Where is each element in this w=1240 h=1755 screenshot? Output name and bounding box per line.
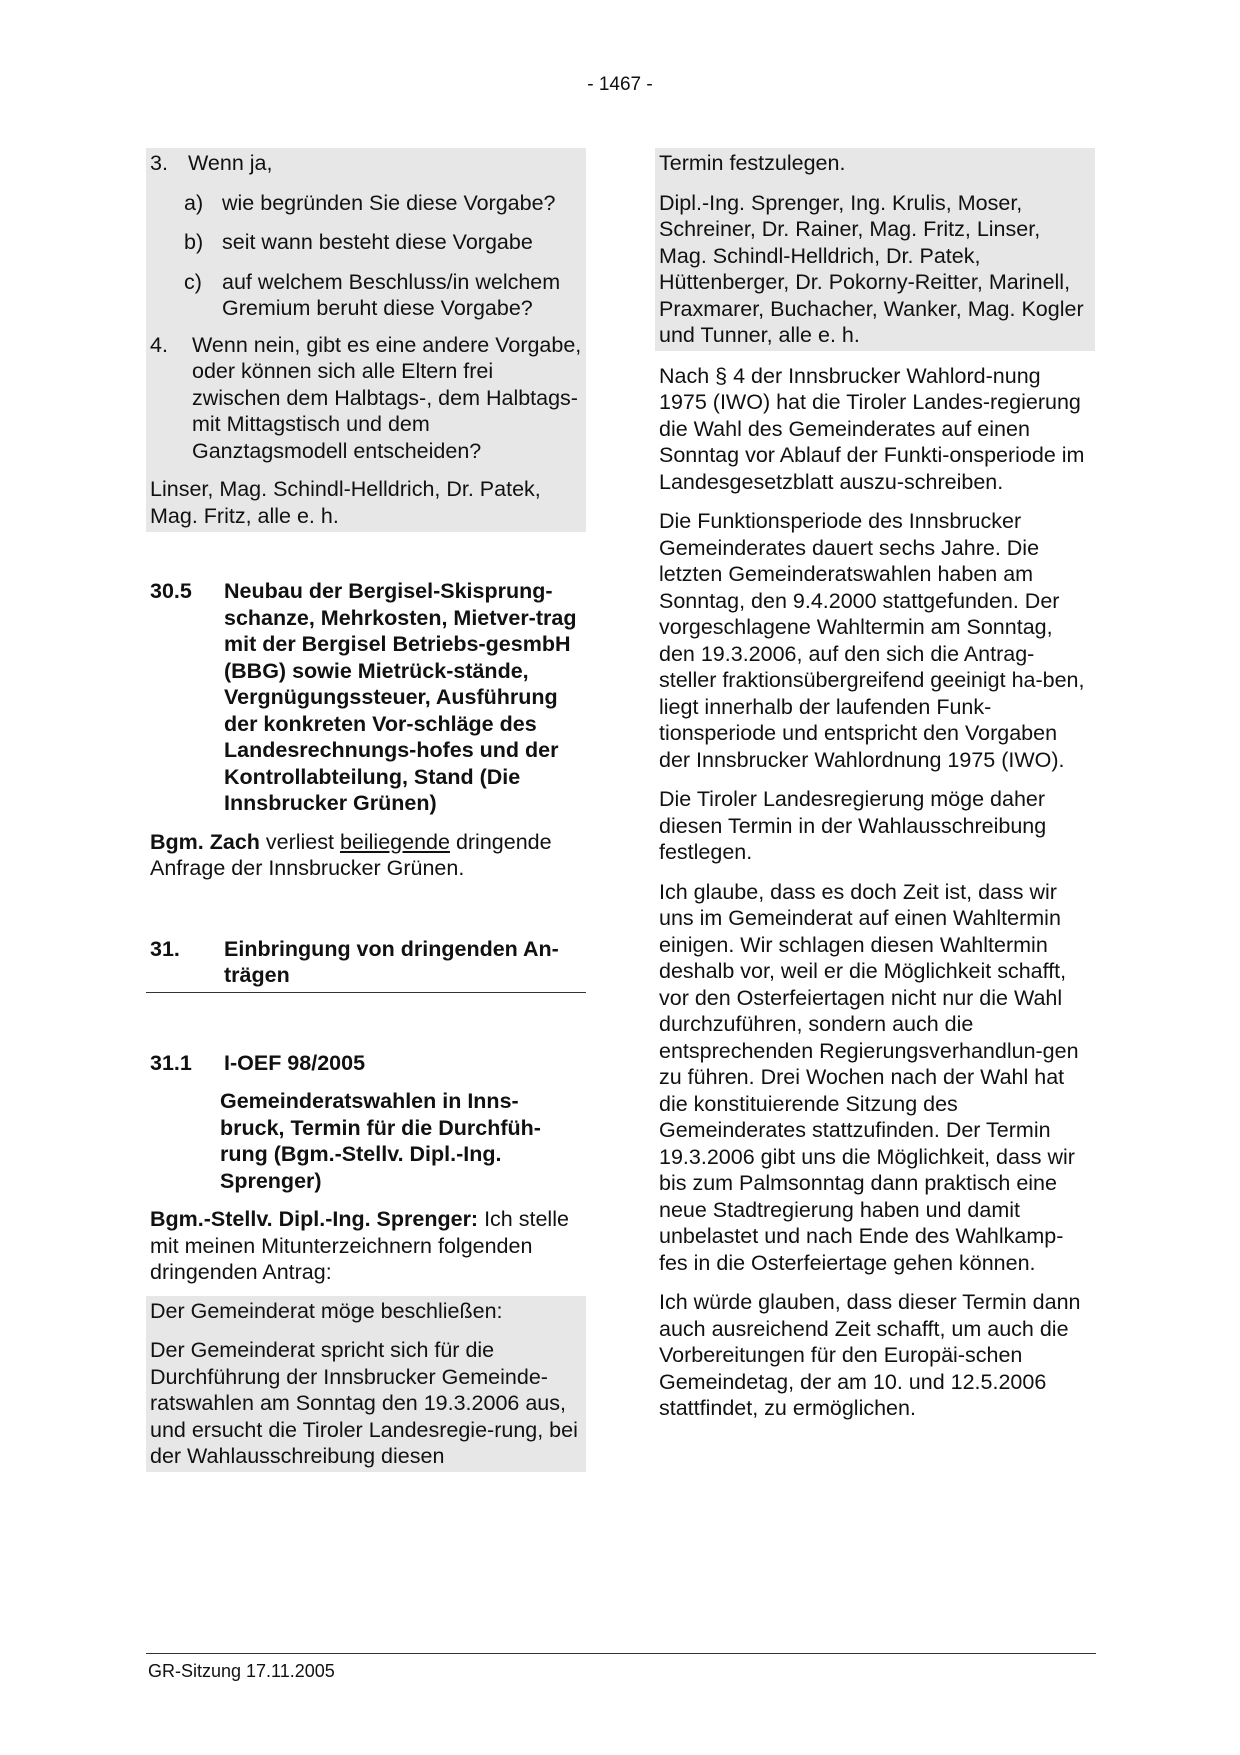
- motion-block: [146, 1296, 586, 1472]
- agenda-number: 31.: [150, 936, 180, 961]
- agenda-item-30-5: [146, 578, 586, 817]
- justification-paragraph: Die Funktionsperiode des Innsbrucker Gemeinderates dauert sechs Jahre. Die letzten Gemeinderatswahlen haben am Sonntag, den 9.4.2000 stattgefunden. Der vorgeschlagene Wahltermin am Sonntag, den 19.3.2006, auf den sich die Antrag-steller fraktionsübergreifend geeinigt ha-ben, liegt innerhalb der laufenden Funk-tionsperiode und entspricht den Vorgaben der Innsbrucker Wahlordnung 1975 (IWO).: [659, 509, 1085, 772]
- speech-paragraph: Ich würde glauben, dass dieser Termin dann auch ausreichend Zeit schafft, um auch die Vorbereitungen für den Europäi-schen Gemeindetag, der am 10. und 12.5.2006 stattfindet, zu ermöglichen.: [659, 1290, 1081, 1420]
- inquiry-questions-block: [146, 148, 586, 532]
- motion-continuation-block: [655, 148, 1095, 351]
- speech-paragraph: Ich glaube, dass es doch Zeit ist, dass wir uns im Gemeinderat auf einen Wahltermin einigen. Wir schlagen diesen Wahltermin deshalb vor, weil er die Möglichkeit schafft, vor den Osterfeiertagen nicht nur die Wahl durchzuführen, sondern auch die entsprechenden Regierungsverhandlun-gen zu führen. Drei Wochen nach der Wahl hat die konstituierende Sitzung des Gemeinderates stattzufinden. Der Termin 19.3.2006 gibt uns die Möglichkeit, dass wir bis zum Palmsonntag dann praktisch eine neue Stadtregierung haben und damit unbelastet und nach Ende des Wahlkamp-fes in die Osterfeiertage gehen können.: [659, 879, 1079, 1275]
- right-column: [655, 148, 1095, 1422]
- question-3: [146, 150, 586, 177]
- sub-letter: a): [184, 190, 204, 215]
- attachment-link[interactable]: beiliegende: [339, 829, 450, 854]
- motion-continuation: Termin festzulegen.: [659, 151, 846, 175]
- agenda-title: Neubau der Bergisel-Skisprung-schanze, Mehrkosten, Mietver-trag mit der Bergisel Betriebs-gesmbH (BBG) sowie Mietrück-stände, Vergnügungssteuer, Ausführung der konkreten Vor-schläge des Landesrechnungs-hofes und der Kontrollabteilung, Stand (Die Innsbrucker Grünen): [224, 579, 577, 815]
- question-3b: [146, 229, 586, 256]
- speaker-name: Bgm.-Stellv. Dipl.-Ing. Sprenger:: [150, 1207, 479, 1231]
- question-number: 3.: [150, 151, 168, 175]
- zach-paragraph: Bgm. Zach verliest beiliegende dringende Anfrage der Innsbrucker Grünen.: [150, 829, 552, 880]
- agenda-title: Einbringung von dringenden An-trägen: [224, 936, 559, 987]
- page-number: - 1467 -: [587, 74, 653, 95]
- sprenger-paragraph: Bgm.-Stellv. Dipl.-Ing. Sprenger: Ich stelle mit meinen Mitunterzeichnern folgenden dringenden Antrag:: [150, 1207, 569, 1284]
- sub-letter: c): [184, 269, 202, 294]
- sub-letter: b): [184, 230, 204, 254]
- agenda-item-31-1: [146, 1050, 586, 1077]
- justification-paragraph: Nach § 4 der Innsbrucker Wahlord-nung 1975 (IWO) hat die Tiroler Landes-regierung die Wahl des Gemeinderates auf einen Sonntag vor Ablauf der Funkti-onsperiode im Landesgesetzblatt auszu-schreiben.: [659, 363, 1085, 494]
- agenda-number: 30.5: [150, 579, 192, 603]
- motion-text: Der Gemeinderat spricht sich für die Durchführung der Innsbrucker Gemeinde-ratswahlen am Sonntag den 19.3.2006 aus, und ersucht die Tiroler Landesregie-rung, bei der Wahlausschreibung diesen: [150, 1338, 578, 1468]
- footer-rule: [146, 1653, 1096, 1654]
- motion-intro: Der Gemeinderat möge beschließen:: [150, 1298, 503, 1323]
- question-number: 4.: [150, 332, 168, 357]
- question-3a: [146, 190, 586, 217]
- agenda-item-31-1-title: Gemeinderatswahlen in Inns-bruck, Termin für die Durchfüh-rung (Bgm.-Stellv. Dipl.-Ing. Sprenger): [220, 1089, 541, 1193]
- footer-session-date: GR-Sitzung 17.11.2005: [148, 1661, 335, 1681]
- justification-paragraph: Die Tiroler Landesregierung möge daher diesen Termin in der Wahlausschreibung festlegen.: [659, 787, 1047, 864]
- motion-signers: Dipl.-Ing. Sprenger, Ing. Krulis, Moser, Schreiner, Dr. Rainer, Mag. Fritz, Linser, Mag. Schindl-Helldrich, Dr. Patek, Hüttenberger, Dr. Pokorny-Reitter, Marinell, Praxmarer, Buchacher, Wanker, Mag. Kogler und Tunner, alle e. h.: [659, 190, 1084, 347]
- agenda-item-31: [146, 936, 586, 993]
- question-4: [146, 332, 586, 465]
- agenda-code: I-OEF 98/2005: [224, 1050, 366, 1075]
- question-3c: [146, 269, 586, 322]
- speaker-name: Bgm. Zach: [150, 829, 260, 854]
- sub-text: auf welchem Beschluss/in welchem Gremium beruht diese Vorgabe?: [222, 269, 561, 320]
- question-text: Wenn ja,: [188, 151, 273, 175]
- sub-text: seit wann besteht diese Vorgabe: [222, 230, 533, 254]
- sub-text: wie begründen Sie diese Vorgabe?: [222, 190, 556, 215]
- agenda-number: 31.1: [150, 1050, 192, 1075]
- inquiry-signers: Linser, Mag. Schindl-Helldrich, Dr. Patek, Mag. Fritz, alle e. h.: [150, 477, 541, 528]
- left-column: [146, 148, 586, 1472]
- question-text: Wenn nein, gibt es eine andere Vorgabe, oder können sich alle Eltern frei zwischen dem Halbtags-, dem Halbtags- mit Mittagstisch und dem Ganztagsmodell entscheiden?: [192, 332, 582, 463]
